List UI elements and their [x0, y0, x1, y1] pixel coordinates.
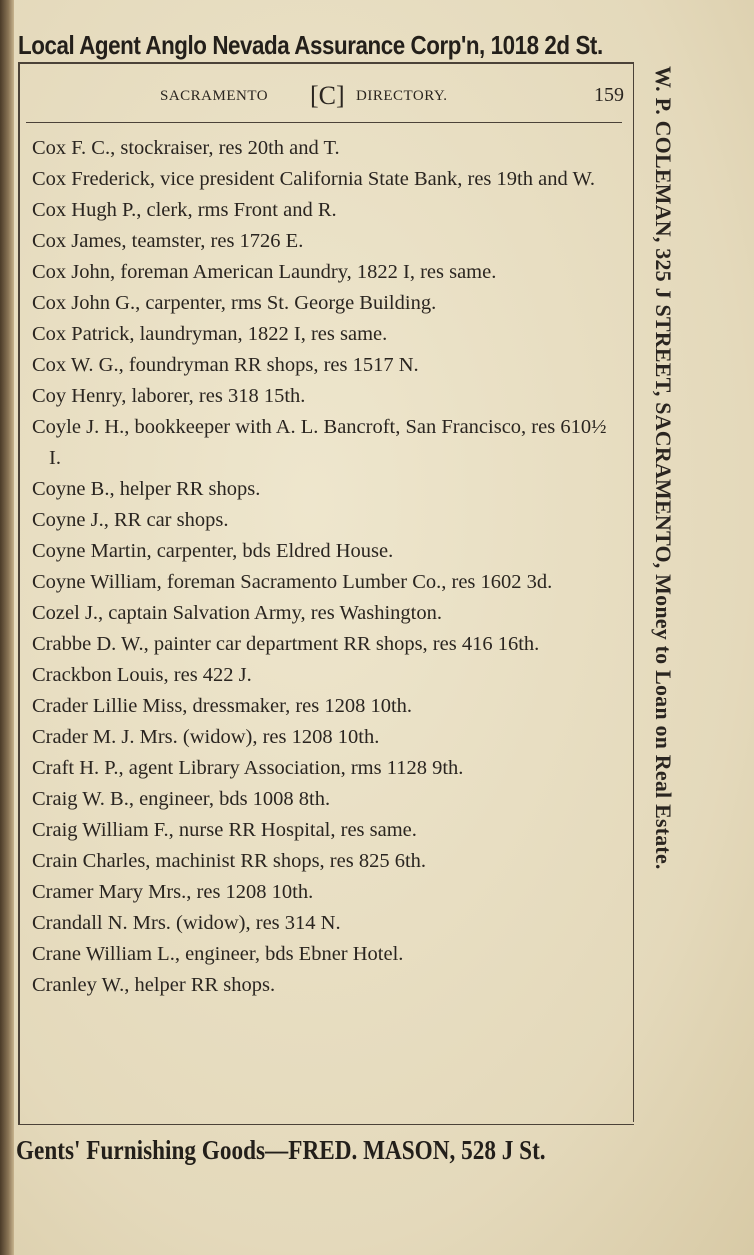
directory-entry: Coyne Martin, carpenter, bds Eldred House. [32, 540, 394, 562]
directory-entry: Coyle J. H., bookkeeper with A. L. Bancroft, San Francisco, res 610½ I. [32, 416, 607, 469]
directory-entry: Crader Lillie Miss, dressmaker, res 1208 10th. [32, 695, 413, 717]
directory-entry: Coyne J., RR car shops. [32, 509, 229, 531]
directory-entry: Crackbon Louis, res 422 J. [32, 664, 252, 686]
directory-entry: Cozel J., captain Salvation Army, res Washington. [32, 602, 442, 624]
directory-entry: Cox John, foreman American Laundry, 1822 I, res same. [32, 261, 497, 283]
directory-entry: Cox James, teamster, res 1726 E. [32, 230, 304, 252]
running-header [18, 81, 632, 114]
directory-entry: Cox W. G., foundryman RR shops, res 1517 N. [32, 354, 419, 376]
directory-entry: Craft H. P., agent Library Association, rms 1128 9th. [32, 757, 464, 779]
book-spine-edge [0, 0, 14, 1255]
directory-entry: Craig W. B., engineer, bds 1008 8th. [32, 788, 331, 810]
directory-entry: Crain Charles, machinist RR shops, res 825 6th. [32, 850, 427, 872]
side-advertisement-column [632, 64, 676, 1144]
directory-entry: Crader M. J. Mrs. (widow), res 1208 10th. [32, 726, 380, 748]
directory-entry: Cox Frederick, vice president California State Bank, res 19th and W. [32, 168, 596, 190]
side-advertisement: W. P. COLEMAN, 325 J STREET, SACRAMENTO, Money to Loan on Real Estate. [651, 66, 676, 870]
directory-entry: Cramer Mary Mrs., res 1208 10th. [32, 881, 314, 903]
directory-entries [32, 133, 622, 1001]
directory-entry: Cox John G., carpenter, rms St. George Building. [32, 292, 437, 314]
header-rule [26, 122, 622, 123]
directory-entry: Cranley W., helper RR shops. [32, 974, 276, 996]
directory-entry: Crandall N. Mrs. (widow), res 314 N. [32, 912, 341, 934]
directory-entry: Coyne William, foreman Sacramento Lumber Co., res 1602 3d. [32, 571, 553, 593]
directory-entry: Cox F. C., stockraiser, res 20th and T. [32, 137, 340, 159]
directory-entry: Coyne B., helper RR shops. [32, 478, 261, 500]
header-section-letter: [C] [310, 81, 345, 110]
directory-entry: Crabbe D. W., painter car department RR shops, res 416 16th. [32, 633, 540, 655]
page-number: 159 [594, 84, 624, 106]
header-city: SACRAMENTO [160, 88, 269, 104]
directory-entry: Crane William L., engineer, bds Ebner Hotel. [32, 943, 404, 965]
directory-entry: Coy Henry, laborer, res 318 15th. [32, 385, 306, 407]
directory-entry: Craig William F., nurse RR Hospital, res same. [32, 819, 417, 841]
directory-entry: Cox Patrick, laundryman, 1822 I, res same. [32, 323, 388, 345]
bottom-advertisement: Gents' Furnishing Goods—FRED. MASON, 528 J St. [16, 1135, 546, 1165]
directory-entry: Cox Hugh P., clerk, rms Front and R. [32, 199, 337, 221]
header-title: DIRECTORY. [356, 88, 448, 104]
top-advertisement: Local Agent Anglo Nevada Assurance Corp'n, 1018 2d St. [18, 30, 603, 60]
